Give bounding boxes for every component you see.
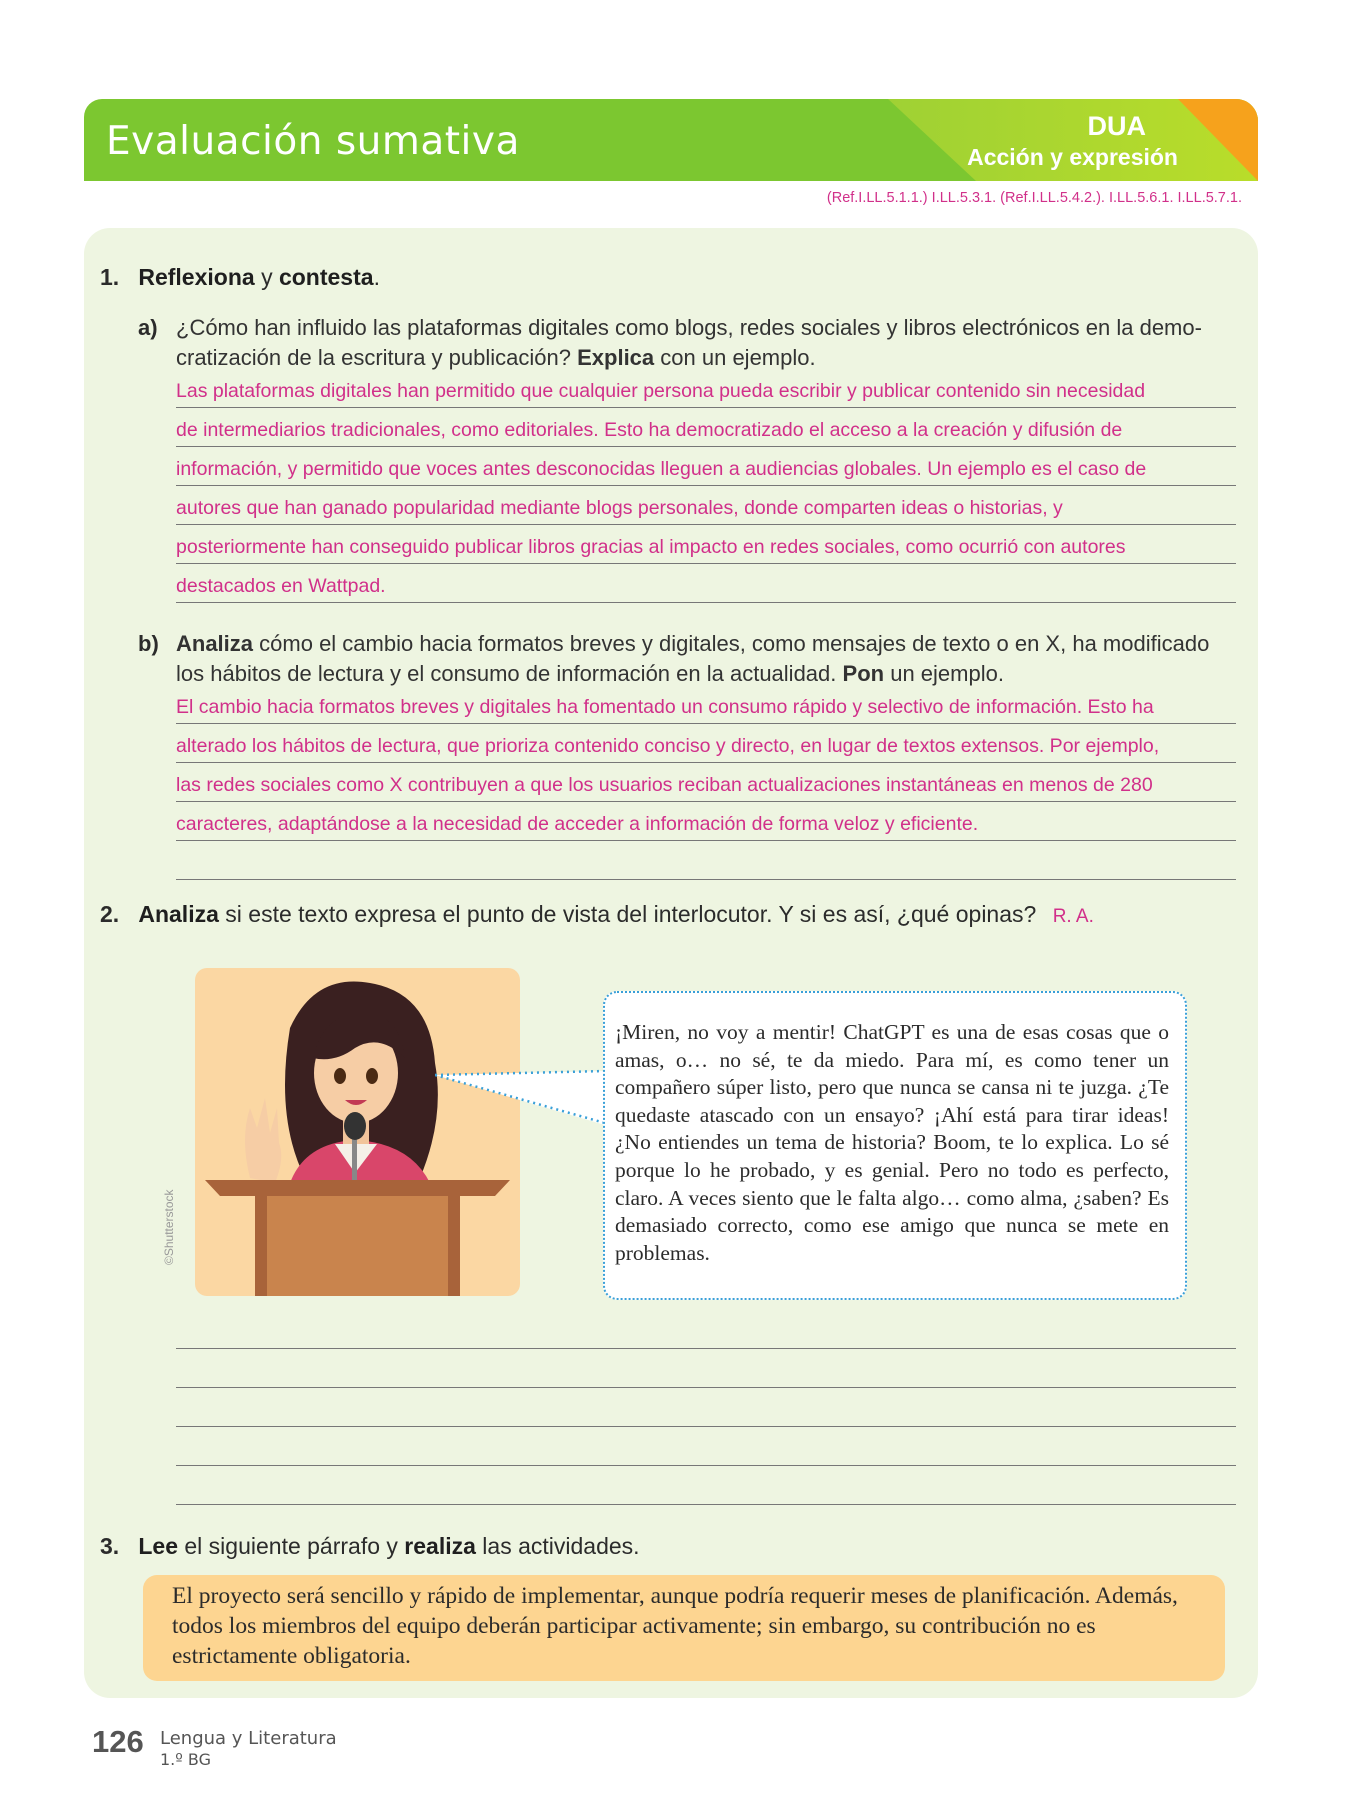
activity-panel	[84, 228, 1258, 1698]
section-header	[84, 99, 1258, 181]
writing-line	[176, 563, 1236, 564]
answer-line-text: posteriormente han conseguido publicar libros gracias al impacto en redes sociales, como ocurrió con autores	[176, 536, 1126, 558]
dua-subtitle: Acción y expresión	[967, 144, 1178, 170]
answer-note: R. A.	[1052, 906, 1094, 927]
answer-line-text: las redes sociales como X contribuyen a que los usuarios reciban actualizaciones instantáneas en menos de 280	[176, 774, 1153, 796]
writing-line	[176, 602, 1236, 603]
subject-name: Lengua y Literatura	[160, 1728, 337, 1749]
section-title: Evaluación sumativa	[106, 119, 520, 164]
answer-line-text: destacados en Wattpad.	[176, 575, 386, 597]
sub-question-text: cómo el cambio hacia formatos breves y digitales, como mensajes de texto o en X, ha modificado los hábitos de lectura y el consumo de información en la actualidad.	[176, 631, 1210, 686]
writing-line	[176, 879, 1236, 880]
question-number: 1.	[100, 264, 120, 290]
instruction-verb: Reflexiona	[138, 264, 255, 290]
sub-question-b-text	[176, 629, 1242, 689]
question-text: el siguiente párrafo y	[184, 1533, 398, 1559]
paragraph-text: El proyecto será sencillo y rápido de implementar, aunque podría requerir meses de planificación. Además, todos los miembros del equipo deberán participar activamente; sin embargo, su contribución no es estrictamente obligatoria.	[172, 1583, 1178, 1669]
answer-line-text: Las plataformas digitales han permitido que cualquier persona pueda escribir y publicar contenido sin necesidad	[176, 380, 1146, 402]
speech-pointer	[435, 1065, 610, 1125]
answer-line-text: de intermediarios tradicionales, como editoriales. Esto ha democratizado el acceso a la creación y difusión de	[176, 419, 1123, 441]
sub-question-text: ¿Cómo han influido las plataformas digitales como blogs, redes sociales y libros electrónicos en la demo- cratización de la escritura y publicación?	[176, 315, 1202, 370]
instruction-verb: Pon	[842, 661, 885, 686]
question-number: 3.	[100, 1533, 120, 1559]
instruction-verb: Analiza	[138, 901, 219, 927]
answer-line-text: caracteres, adaptándose a la necesidad de acceder a información de forma veloz y eficiente.	[176, 813, 979, 835]
image-credit: ©Shutterstock	[162, 1189, 176, 1265]
instruction-connector: y	[261, 264, 273, 290]
dua-title: DUA	[1087, 111, 1146, 141]
writing-line	[176, 723, 1236, 724]
question-text: si este texto expresa el punto de vista del interlocutor. Y si es así, ¿qué opinas?	[225, 901, 1037, 927]
question-number: 2.	[100, 901, 120, 927]
sub-question-label: b)	[138, 631, 159, 656]
instruction-verb: Explica	[577, 345, 655, 370]
question-2	[100, 901, 1094, 928]
writing-line	[176, 1504, 1236, 1505]
page-number: 126	[92, 1724, 144, 1759]
sub-question-a-text	[176, 313, 1242, 373]
answer-line-text: información, y permitido que voces antes desconocidas lleguen a audiencias globales. Un ejemplo es el caso de	[176, 458, 1147, 480]
writing-line	[176, 1465, 1236, 1466]
instruction-end: .	[373, 264, 380, 290]
question-1	[100, 264, 380, 291]
speech-text: ¡Miren, no voy a mentir! ChatGPT es una de esas cosas que o amas, o… no sé, te da miedo. Para mí, es como tener un compañero súper listo, pero que nunca se cansa ni te juzga. ¿Te quedaste atascado con un ensayo? ¡Ahí está para tirar ideas! ¿No entiendes un tema de historia? Boom, te lo explica. Lo sé porque lo he probado, y es genial. Pero no todo es perfecto, claro. A veces siento que le falta algo… como alma, ¿saben? Es demasiado correcto, como ese amigo que nunca se mete en problemas.	[615, 1020, 1169, 1265]
writing-line	[176, 446, 1236, 447]
curriculum-references: (Ref.I.LL.5.1.1.) I.LL.5.3.1. (Ref.I.LL.5.4.2.). I.LL.5.6.1. I.LL.5.7.1.	[826, 190, 1242, 206]
writing-line	[176, 762, 1236, 763]
woman-at-podium-icon	[195, 968, 520, 1296]
sub-question-text: un ejemplo.	[890, 661, 1004, 686]
question-text: las actividades.	[482, 1533, 640, 1559]
writing-line	[176, 524, 1236, 525]
instruction-verb: realiza	[404, 1533, 476, 1559]
grade-level: 1.º BG	[160, 1750, 211, 1769]
writing-line	[176, 1387, 1236, 1388]
sub-question-text: con un ejemplo.	[660, 345, 816, 370]
instruction-verb: contesta	[278, 264, 374, 290]
answer-line-text: El cambio hacia formatos breves y digitales ha fomentado un consumo rápido y selectivo de información. Esto ha	[176, 696, 1154, 718]
writing-line	[176, 407, 1236, 408]
writing-line	[176, 840, 1236, 841]
writing-line	[176, 1348, 1236, 1349]
answer-line-text: alterado los hábitos de lectura, que prioriza contenido conciso y directo, en lugar de textos extensos. Por ejemplo,	[176, 735, 1160, 757]
question-3	[100, 1533, 640, 1560]
instruction-verb: Lee	[138, 1533, 178, 1559]
writing-line	[176, 485, 1236, 486]
writing-line	[176, 801, 1236, 802]
sub-question-label: a)	[138, 315, 158, 340]
instruction-verb: Analiza	[176, 631, 254, 656]
speaker-illustration	[195, 968, 520, 1296]
writing-line	[176, 1426, 1236, 1427]
answer-line-text: autores que han ganado popularidad mediante blogs personales, donde comparten ideas o historias, y	[176, 497, 1063, 519]
